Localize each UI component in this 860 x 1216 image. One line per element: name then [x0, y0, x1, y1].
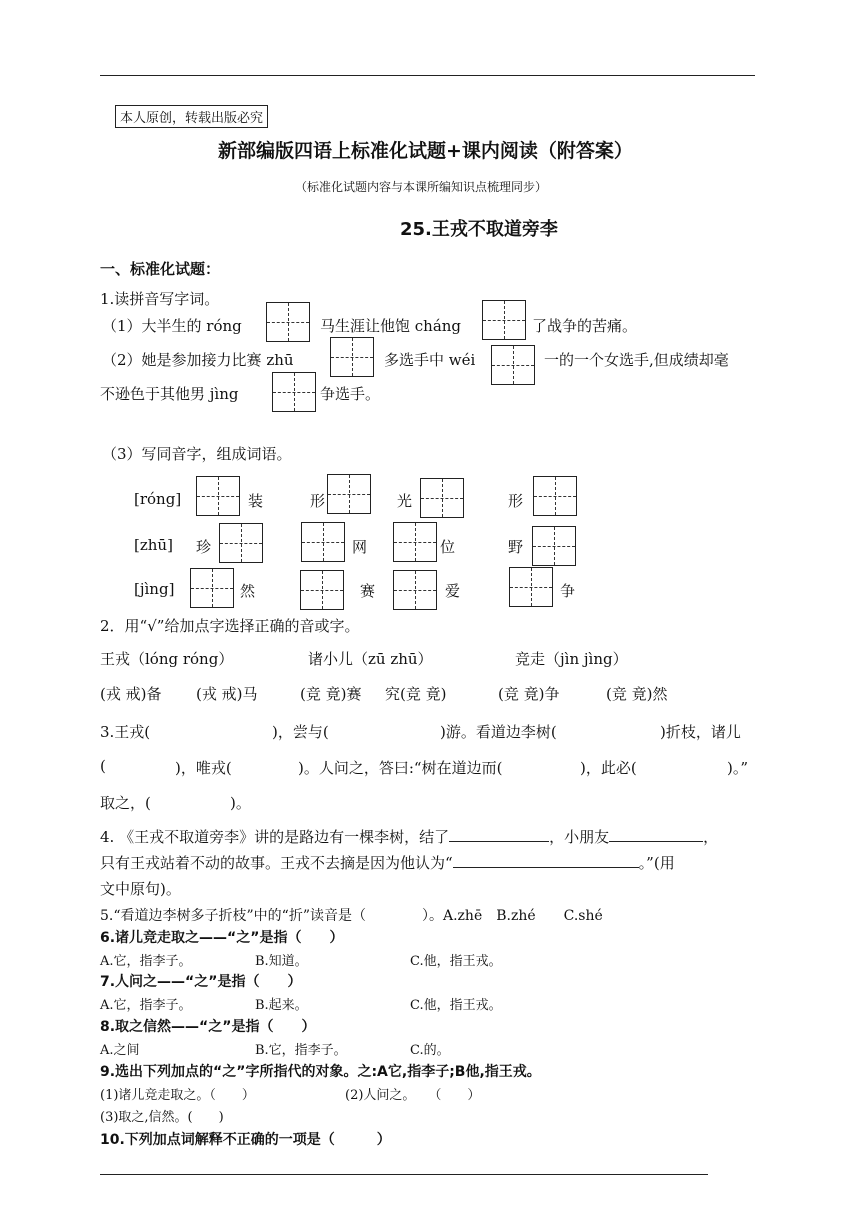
header-rule [100, 75, 755, 76]
q8-option-a: A.之间 [100, 1043, 140, 1058]
q3-text: 3.王戎( [100, 723, 151, 741]
tianzige-box[interactable] [330, 337, 374, 377]
tianzige-box[interactable] [301, 522, 345, 562]
q3-text: )。” [727, 759, 749, 777]
word-char: 野 [508, 538, 524, 556]
q8-option-b: B.它，指李子。 [255, 1043, 347, 1058]
q1-line4: （3）写同音字，组成词语。 [102, 445, 292, 463]
pinyin-label-zhu: [zhū] [134, 536, 173, 554]
tianzige-box[interactable] [327, 474, 371, 514]
q1-line3-a: 不逊色于其他男 jìng [100, 385, 239, 403]
q10-heading: 10.下列加点词解释不正确的一项是（ ） [100, 1132, 391, 1148]
answer-blank[interactable] [453, 853, 639, 868]
q2-heading: 2．用“√”给加点字选择正确的音或字。 [100, 617, 360, 635]
doc-subtitle: （标准化试题内容与本课所编知识点梳理同步） [295, 180, 548, 194]
q9-heading: 9.选出下列加点的“之”字所指代的对象。之:A它,指李子;B他,指王戎。 [100, 1064, 541, 1080]
word-char: 然 [240, 582, 256, 600]
tianzige-box[interactable] [420, 478, 464, 518]
word-char: 位 [440, 538, 456, 556]
lesson-title: 25.王戎不取道旁李 [400, 219, 558, 240]
tianzige-box[interactable] [272, 372, 316, 412]
word-char: 爱 [445, 582, 461, 600]
q2-choice-4: 究(竞 竟) [385, 685, 447, 703]
q1-line1-c: 了战争的苦痛。 [532, 317, 638, 335]
tianzige-box[interactable] [393, 522, 437, 562]
q1-heading: 1.读拼音写字词。 [100, 290, 220, 308]
word-char: 珍 [196, 538, 212, 556]
q2-choice-1: (戎 戒)备 [100, 685, 162, 703]
tianzige-box[interactable] [509, 567, 553, 607]
copyright-stamp: 本人原创，转载出版必究 [115, 105, 268, 128]
q3-text: )。 [230, 794, 251, 812]
q7-heading: 7.人问之——“之”是指（ ） [100, 974, 302, 990]
q3-text: ( [100, 757, 106, 775]
q6-option-c: C.他，指王戎。 [410, 954, 502, 969]
q6-option-a: A.它，指李子。 [100, 954, 192, 969]
tianzige-box[interactable] [393, 570, 437, 610]
q5-text: 5.“看道边李树多子折枝”中的“折”读音是（ ）。A.zhē B.zhé C.shé [100, 908, 603, 924]
q3-text: )游。看道边李树( [440, 723, 557, 741]
q7-option-b: B.起来。 [255, 998, 308, 1013]
tianzige-box[interactable] [532, 526, 576, 566]
q1-line2-c: 一的一个女选手,但成绩却毫 [544, 351, 729, 369]
q3-text: )，此必( [580, 759, 637, 777]
word-char: 装 [248, 492, 264, 510]
q4-part: 。”(用 [638, 854, 675, 872]
q1-line1-b: 马生涯让他饱 cháng [320, 317, 462, 335]
q2-choice-6: (竞 竟)然 [606, 685, 668, 703]
word-char: 光 [397, 492, 413, 510]
tianzige-box[interactable] [300, 570, 344, 610]
answer-blank[interactable] [609, 827, 703, 842]
word-char: 形 [508, 492, 524, 510]
q3-text: 取之，( [100, 794, 151, 812]
q3-text: )，唯戎( [175, 759, 232, 777]
q2-pinyin-1: 王戎（lóng róng） [100, 650, 234, 668]
tianzige-box[interactable] [190, 568, 234, 608]
q3-text: )。人问之，答曰:“树在道边而( [298, 759, 503, 777]
q9-item-3: (3)取之,信然。( ) [100, 1110, 224, 1125]
q7-option-c: C.他，指王戎。 [410, 998, 502, 1013]
word-char: 网 [352, 538, 368, 556]
q6-option-b: B.知道。 [255, 954, 308, 969]
q4-part: 只有王戎站着不动的故事。王戎不去摘是因为他认为“ [100, 854, 453, 872]
q7-option-a: A.它，指李子。 [100, 998, 192, 1013]
tianzige-box[interactable] [266, 302, 310, 342]
pinyin-label-jing: [jìng] [134, 580, 175, 598]
q1-line1-a: （1）大半生的 róng [102, 317, 242, 335]
q6-heading: 6.诸儿竞走取之——“之”是指（ ） [100, 930, 344, 946]
q8-heading: 8.取之信然——“之”是指（ ） [100, 1019, 316, 1035]
q1-line2-b: 多选手中 wéi [384, 351, 476, 369]
tianzige-box[interactable] [533, 476, 577, 516]
word-char: 赛 [360, 582, 376, 600]
q2-pinyin-2: 诸小儿（zū zhū） [308, 650, 433, 668]
q4-text [100, 852, 675, 873]
q8-option-c: C.的。 [410, 1043, 450, 1058]
q1-line2-a: （2）她是参加接力比赛 zhū [102, 351, 294, 369]
footer-rule [100, 1174, 708, 1175]
q4-part: ， [703, 828, 719, 846]
q1-line3-b: 争选手。 [320, 385, 381, 403]
q2-pinyin-3: 竞走（jìn jìng） [515, 650, 628, 668]
q4-part: ，小朋友 [549, 828, 610, 846]
q3-text: )折枝，诸儿 [660, 723, 741, 741]
q2-choice-2: (戎 戒)马 [196, 685, 258, 703]
q9-item-2: (2)人问之。 （ ） [345, 1088, 481, 1103]
word-char: 争 [560, 582, 576, 600]
q2-choice-5: (竞 竟)争 [498, 685, 560, 703]
q3-text: )，尝与( [272, 723, 329, 741]
word-char: 形 [310, 492, 326, 510]
tianzige-box[interactable] [196, 476, 240, 516]
pinyin-label-rong: [róng] [134, 490, 182, 508]
answer-blank[interactable] [449, 827, 549, 842]
doc-title: 新部编版四语上标准化试题+课内阅读（附答案） [218, 140, 633, 162]
q2-choice-3: (竞 竟)赛 [300, 685, 362, 703]
q4-part: 4. 《王戎不取道旁李》讲的是路边有一棵李树，结了 [100, 828, 450, 846]
q9-item-1: (1)诸儿竞走取之。（ ） [100, 1088, 255, 1103]
section-heading: 一、标准化试题： [100, 260, 221, 278]
tianzige-box[interactable] [491, 345, 535, 385]
q4-text [100, 826, 718, 847]
tianzige-box[interactable] [219, 523, 263, 563]
q4-text: 文中原句)。 [100, 880, 181, 898]
tianzige-box[interactable] [482, 300, 526, 340]
